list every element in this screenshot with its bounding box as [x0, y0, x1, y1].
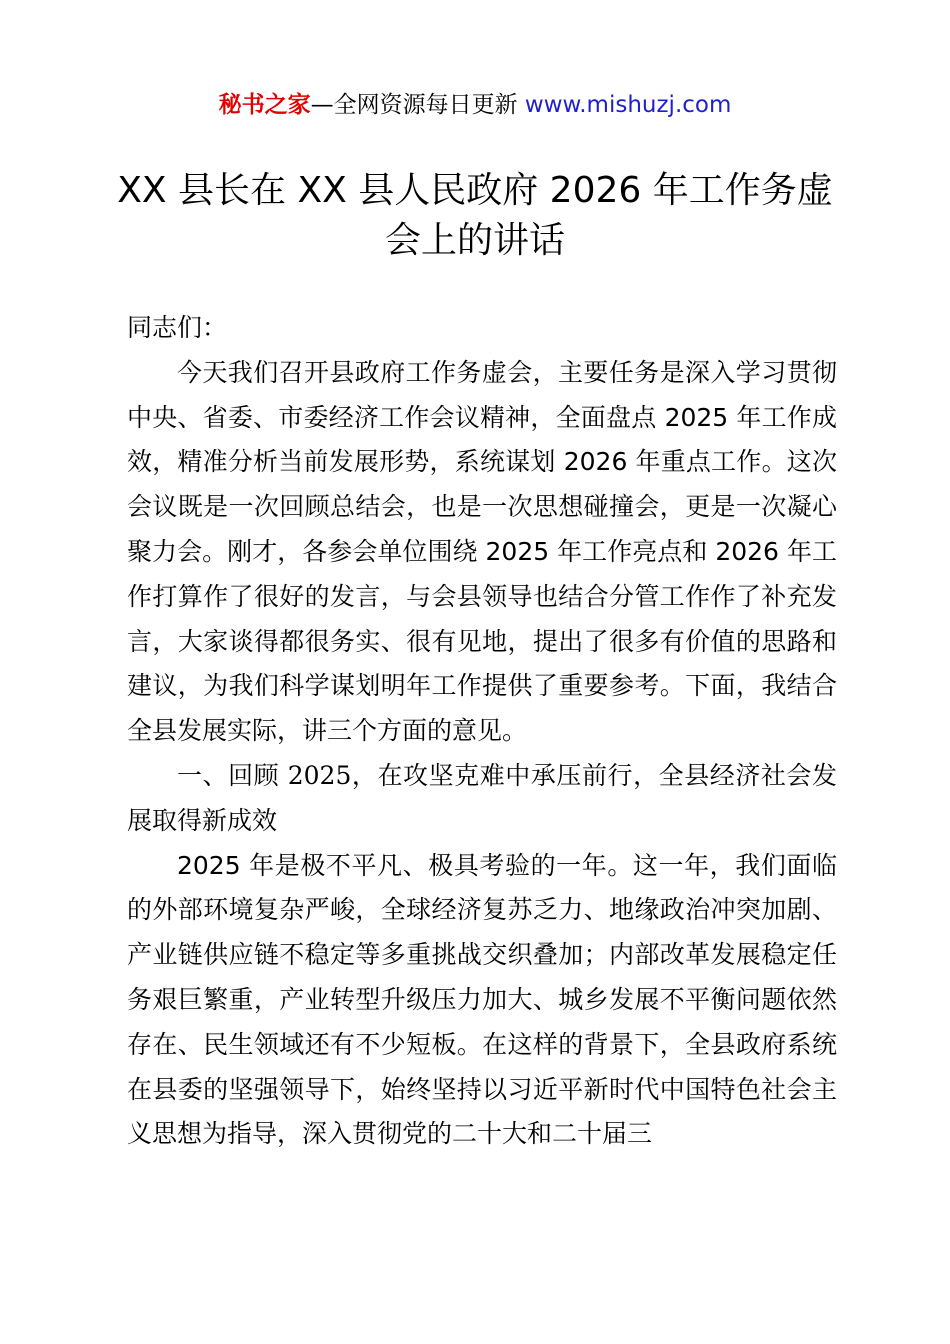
document-title: XX 县长在 XX 县人民政府 2026 年工作务虚会上的讲话	[117, 170, 833, 261]
salutation: 同志们：	[127, 313, 228, 342]
banner-tagline: —全网资源每日更新	[310, 92, 525, 118]
brand-name: 秘书之家	[218, 92, 311, 118]
section-paragraph: 2025 年是极不平凡、极具考验的一年。这一年，我们面临的外部环境复杂严峻，全球经济复苏乏力、地缘政治冲突加剧、产业链供应链不稳定等多重挑战交织叠加；内部改革发展稳定任务艰巨繁重，产业转型升级压力加大、城乡发展不平衡问题依然存在、民生领域还有不少短板。在这样的背景下，全县政府系统在县委的坚强领导下，始终坚持以习近平新时代中国特色社会主义思想为指导，深入贯彻党的二十大和二十届三	[127, 850, 837, 1149]
document-body	[127, 306, 837, 1157]
section-heading: 一、回顾 2025，在攻坚克难中承压前行，全县经济社会发展取得新成效	[127, 760, 837, 835]
site-url-link[interactable]: www.mishuzj.com	[524, 92, 732, 118]
intro-paragraph: 今天我们召开县政府工作务虚会，主要任务是深入学习贯彻中央、省委、市委经济工作会议精神，全面盘点 2025 年工作成效，精准分析当前发展形势，系统谋划 2026 年重点工作。这次会议既是一次回顾总结会，也是一次思想碰撞会，更是一次凝心聚力会。刚才，各参会单位围绕 2025 年工作亮点和 2026 年工作打算作了很好的发言，与会县领导也结合分管工作作了补充发言，大家谈得都很务实、很有见地，提出了很多有价值的思路和建议，为我们科学谋划明年工作提供了重要参考。下面，我结合全县发展实际，讲三个方面的意见。	[127, 357, 837, 746]
site-banner	[0, 88, 950, 122]
